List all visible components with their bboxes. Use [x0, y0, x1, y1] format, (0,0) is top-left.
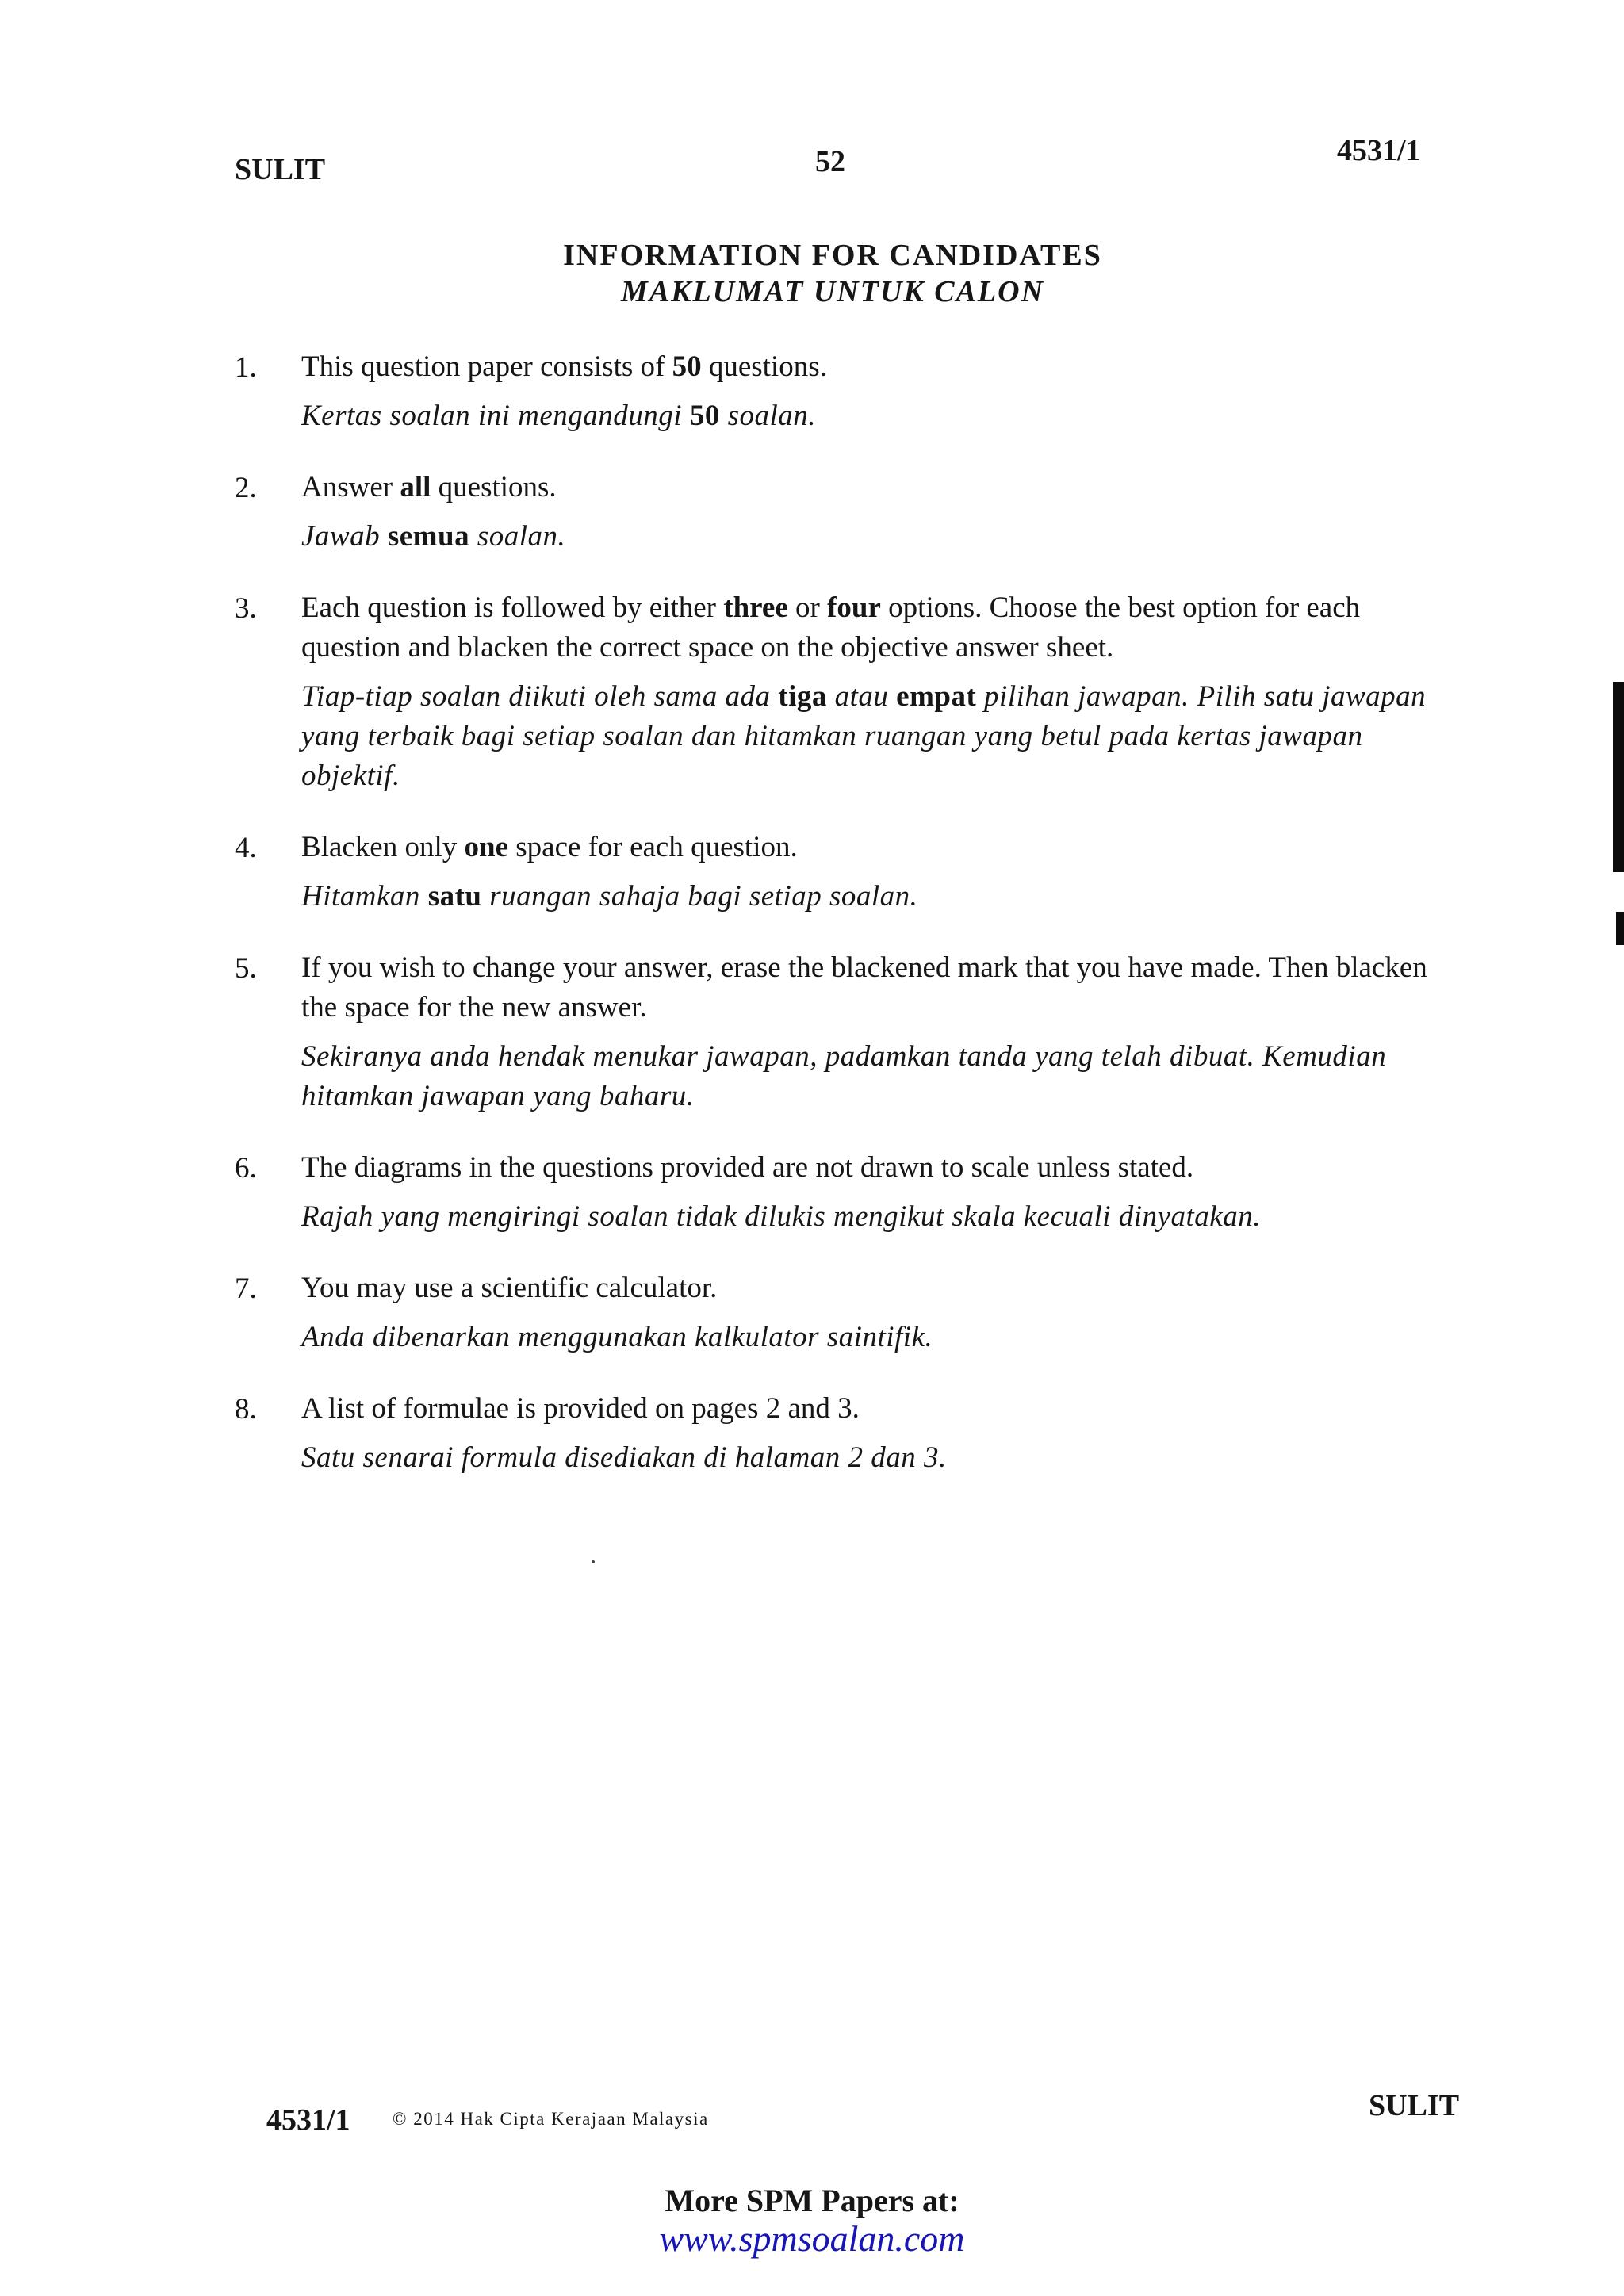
instruction-item — [235, 948, 1456, 1116]
page-number: 52 — [815, 145, 845, 178]
text-run: soalan. — [469, 520, 566, 553]
text-run: Satu senarai formula disediakan di halaman 2 dan 3. — [301, 1441, 947, 1474]
instruction-malay — [301, 396, 1456, 436]
text-run: Hitamkan — [301, 880, 428, 913]
text-run: questions. — [431, 471, 557, 503]
item-body — [301, 828, 1456, 916]
scan-margin-mark-small — [1616, 912, 1624, 945]
text-run: A list of formulae is provided on pages 2 and 3. — [301, 1392, 860, 1425]
instruction-malay — [301, 1438, 1456, 1478]
item-body — [301, 1389, 1456, 1478]
text-run: Tiap-tiap soalan diikuti oleh sama ada — [301, 680, 779, 713]
instruction-english — [301, 1148, 1456, 1188]
text-run: Kertas soalan ini mengandungi — [301, 400, 690, 432]
text-run: ruangan sahaja bagi setiap soalan. — [481, 880, 918, 913]
emphasis-text: 50 — [689, 400, 720, 432]
emphasis-text: three — [723, 591, 788, 624]
instruction-malay — [301, 877, 1456, 916]
page-title — [396, 238, 1269, 309]
text-run: This question paper consists of — [301, 350, 672, 383]
instruction-english — [301, 1389, 1456, 1429]
emphasis-text: one — [464, 831, 509, 863]
text-run: options. Choose the best option for each question and blacken the correct space on the objective answer sheet. — [301, 591, 1361, 664]
text-run: You may use a scientific calculator. — [301, 1272, 718, 1304]
stray-dot — [592, 1560, 595, 1563]
emphasis-text: four — [827, 591, 881, 624]
text-run: or — [787, 591, 828, 624]
instruction-malay — [301, 517, 1456, 557]
item-body — [301, 948, 1456, 1116]
instruction-english — [301, 468, 1456, 507]
item-body — [301, 347, 1456, 436]
header-sulit: SULIT — [235, 153, 326, 186]
scan-margin-mark — [1613, 682, 1624, 872]
footer-sulit: SULIT — [1369, 2089, 1460, 2122]
text-run: Each question is followed by either — [301, 591, 724, 624]
promo-block — [0, 2182, 1624, 2260]
text-run: If you wish to change your answer, erase the blackened mark that you have made. Then blacken the space for the new answer. — [301, 951, 1427, 1024]
promo-url-link[interactable]: www.spmsoalan.com — [659, 2218, 965, 2259]
instructions-list — [235, 347, 1456, 1510]
text-run: soalan. — [719, 400, 817, 432]
instruction-item — [235, 1269, 1456, 1357]
item-number: 5. — [235, 952, 257, 985]
emphasis-text: semua — [387, 520, 470, 553]
footer-copyright: © 2014 Hak Cipta Kerajaan Malaysia — [393, 2109, 709, 2129]
item-body — [301, 1269, 1456, 1357]
instruction-item — [235, 828, 1456, 916]
instruction-item — [235, 1148, 1456, 1237]
instruction-malay — [301, 1037, 1456, 1116]
instruction-item — [235, 588, 1456, 796]
emphasis-text: all — [400, 471, 431, 503]
text-run: Blacken only — [301, 831, 465, 863]
emphasis-text: 50 — [672, 350, 702, 383]
header-paper-code: 4531/1 — [1337, 134, 1421, 167]
instruction-item — [235, 347, 1456, 436]
text-run: Sekiranya anda hendak menukar jawapan, padamkan tanda yang telah dibuat. Kemudian hitamkan jawapan yang baharu. — [301, 1040, 1387, 1112]
title-english: INFORMATION FOR CANDIDATES — [563, 239, 1102, 272]
item-body — [301, 1148, 1456, 1237]
emphasis-text: empat — [896, 680, 977, 713]
emphasis-text: satu — [427, 880, 482, 913]
instruction-malay — [301, 1197, 1456, 1237]
instruction-english — [301, 1269, 1456, 1308]
text-run: Jawab — [301, 520, 388, 553]
item-body — [301, 588, 1456, 796]
item-body — [301, 468, 1456, 557]
text-run: atau — [826, 680, 897, 713]
instruction-english — [301, 828, 1456, 867]
item-number: 8. — [235, 1393, 257, 1425]
instruction-item — [235, 468, 1456, 557]
text-run: pilihan jawapan. Pilih satu jawapan yang terbaik bagi setiap soalan dan hitamkan ruangan yang betul pada kertas jawapan objektif. — [301, 680, 1427, 792]
text-run: The diagrams in the questions provided are not drawn to scale unless stated. — [301, 1151, 1194, 1184]
footer-paper-code: 4531/1 — [266, 2103, 350, 2137]
instruction-english — [301, 588, 1456, 668]
text-run: Anda dibenarkan menggunakan kalkulator saintifik. — [301, 1321, 933, 1353]
text-run: Answer — [301, 471, 400, 503]
promo-label: More SPM Papers at: — [665, 2183, 959, 2218]
instruction-malay — [301, 677, 1456, 796]
item-number: 2. — [235, 472, 257, 504]
item-number: 6. — [235, 1152, 257, 1184]
item-number: 3. — [235, 592, 257, 625]
emphasis-text: tiga — [778, 680, 827, 713]
instruction-item — [235, 1389, 1456, 1478]
instruction-english — [301, 948, 1456, 1027]
item-number: 4. — [235, 832, 257, 864]
item-number: 7. — [235, 1272, 257, 1305]
instruction-malay — [301, 1318, 1456, 1357]
title-malay: MAKLUMAT UNTUK CALON — [620, 275, 1045, 308]
item-number: 1. — [235, 351, 257, 384]
text-run: questions. — [701, 350, 827, 383]
instruction-english — [301, 347, 1456, 387]
text-run: Rajah yang mengiringi soalan tidak dilukis mengikut skala kecuali dinyatakan. — [301, 1200, 1261, 1233]
text-run: space for each question. — [508, 831, 798, 863]
